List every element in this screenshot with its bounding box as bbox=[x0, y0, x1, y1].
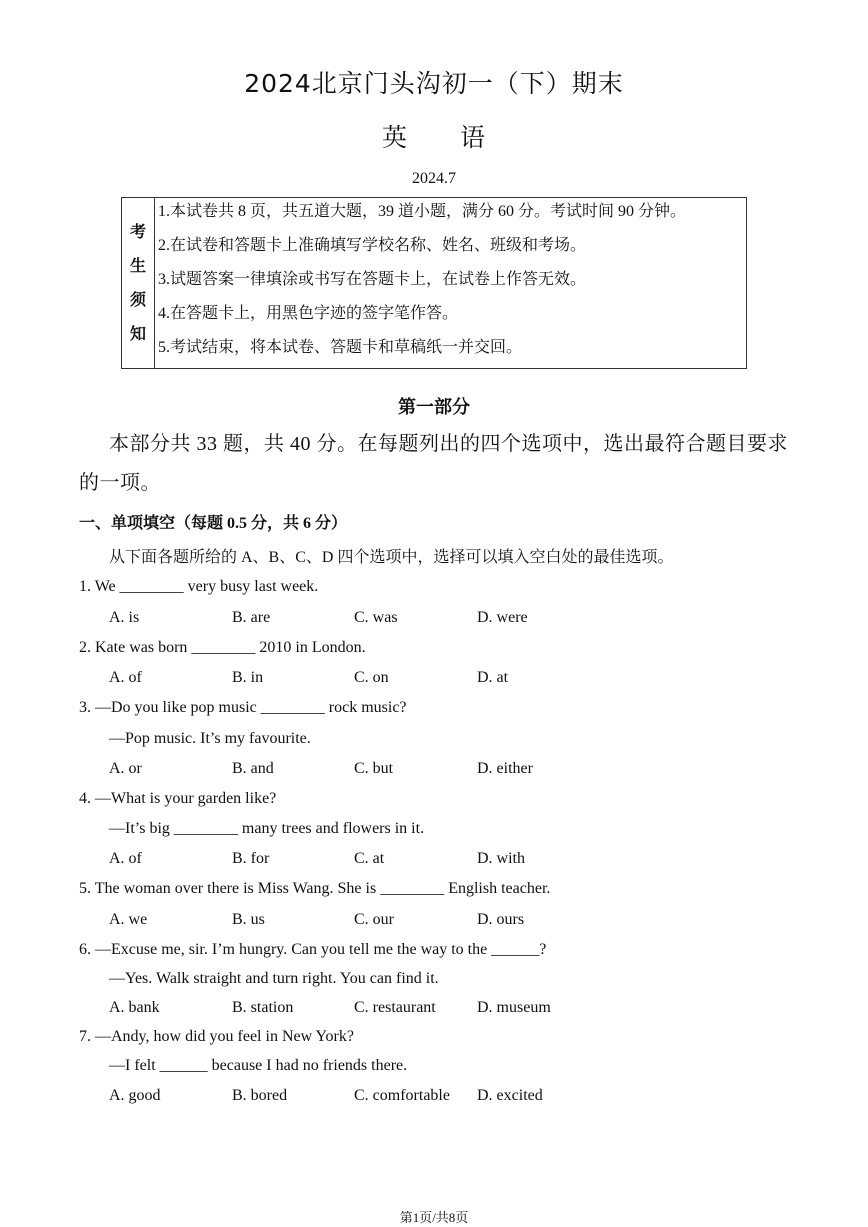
question-4-stem: 4. —What is your garden like? bbox=[79, 790, 277, 807]
question-7-stem: 7. —Andy, how did you feel in New York? bbox=[79, 1028, 354, 1045]
notice-line: 1.本试卷共 8 页，共五道大题，39 道小题，满分 60 分。考试时间 90 分钟。 bbox=[158, 203, 687, 220]
exam-date: 2024.7 bbox=[412, 170, 456, 187]
option-a: A. or bbox=[109, 760, 142, 777]
option-a: A. of bbox=[109, 850, 142, 867]
question-6-stem: 6. —Excuse me, sir. I’m hungry. Can you tell me the way to the ______? bbox=[79, 941, 547, 958]
option-d: D. museum bbox=[477, 999, 551, 1016]
option-d: D. at bbox=[477, 669, 509, 686]
option-b: B. in bbox=[232, 669, 264, 686]
question-3-dialogue: —Pop music. It’s my favourite. bbox=[109, 730, 311, 747]
notice-line: 5.考试结束，将本试卷、答题卡和草稿纸一并交回。 bbox=[158, 339, 523, 356]
option-c: C. but bbox=[354, 760, 394, 777]
option-a: A. of bbox=[109, 669, 142, 686]
page-footer: 第1页/共8页 bbox=[399, 1210, 469, 1225]
notice-lines bbox=[158, 198, 742, 365]
option-b: B. us bbox=[232, 911, 265, 928]
question-6-dialogue: —Yes. Walk straight and turn right. You can find it. bbox=[109, 970, 439, 987]
option-c: C. at bbox=[354, 850, 385, 867]
question-3-stem: 3. —Do you like pop music ________ rock music? bbox=[79, 699, 407, 716]
notice-label bbox=[122, 198, 155, 368]
notice-line: 3.试题答案一律填涂或书写在答题卡上，在试卷上作答无效。 bbox=[158, 271, 587, 288]
option-d: D. were bbox=[477, 609, 528, 626]
option-c: C. was bbox=[354, 609, 398, 626]
section-instruction: 从下面各题所给的 A、B、C、D 四个选项中，选择可以填入空白处的最佳选项。 bbox=[109, 549, 674, 566]
option-a: A. we bbox=[109, 911, 148, 928]
option-d: D. either bbox=[477, 760, 533, 777]
option-b: B. bored bbox=[232, 1087, 288, 1104]
option-c: C. on bbox=[354, 669, 389, 686]
notice-line: 2.在试卷和答题卡上准确填写学校名称、姓名、班级和考场。 bbox=[158, 237, 587, 254]
option-b: B. for bbox=[232, 850, 270, 867]
option-b: B. station bbox=[232, 999, 294, 1016]
option-b: B. and bbox=[232, 760, 274, 777]
option-d: D. excited bbox=[477, 1087, 543, 1104]
question-5-stem: 5. The woman over there is Miss Wang. She is ________ English teacher. bbox=[79, 880, 551, 897]
notice-box bbox=[121, 197, 747, 369]
question-4-dialogue: —It’s big ________ many trees and flowers in it. bbox=[109, 820, 425, 837]
option-d: D. ours bbox=[477, 911, 525, 928]
notice-label-char: 知 bbox=[129, 324, 146, 343]
part-intro: 本部分共 33 题，共 40 分。在每题列出的四个选项中，选出最符合题目要求的一项。 bbox=[79, 433, 788, 494]
question-7-dialogue: —I felt ______ because I had no friends there. bbox=[109, 1057, 408, 1074]
option-d: D. with bbox=[477, 850, 525, 867]
option-c: C. restaurant bbox=[354, 999, 436, 1016]
option-b: B. are bbox=[232, 609, 271, 626]
notice-label-char: 生 bbox=[129, 256, 146, 275]
question-1-stem: 1. We ________ very busy last week. bbox=[79, 578, 319, 595]
notice-label-char: 须 bbox=[129, 290, 146, 309]
option-c: C. our bbox=[354, 911, 394, 928]
part-title: 第一部分 bbox=[398, 397, 470, 417]
option-a: A. is bbox=[109, 609, 140, 626]
question-2-stem: 2. Kate was born ________ 2010 in London. bbox=[79, 639, 366, 656]
option-c: C. comfortable bbox=[354, 1087, 450, 1104]
exam-subject: 英 语 bbox=[381, 123, 486, 152]
exam-title: 2024北京门头沟初一（下）期末 bbox=[244, 69, 624, 98]
notice-label-char: 考 bbox=[129, 222, 146, 241]
option-a: A. bank bbox=[109, 999, 160, 1016]
notice-line: 4.在答题卡上，用黑色字迹的签字笔作答。 bbox=[158, 305, 459, 322]
section-heading: 一、单项填空（每题 0.5 分，共 6 分） bbox=[79, 515, 348, 532]
option-a: A. good bbox=[109, 1087, 161, 1104]
